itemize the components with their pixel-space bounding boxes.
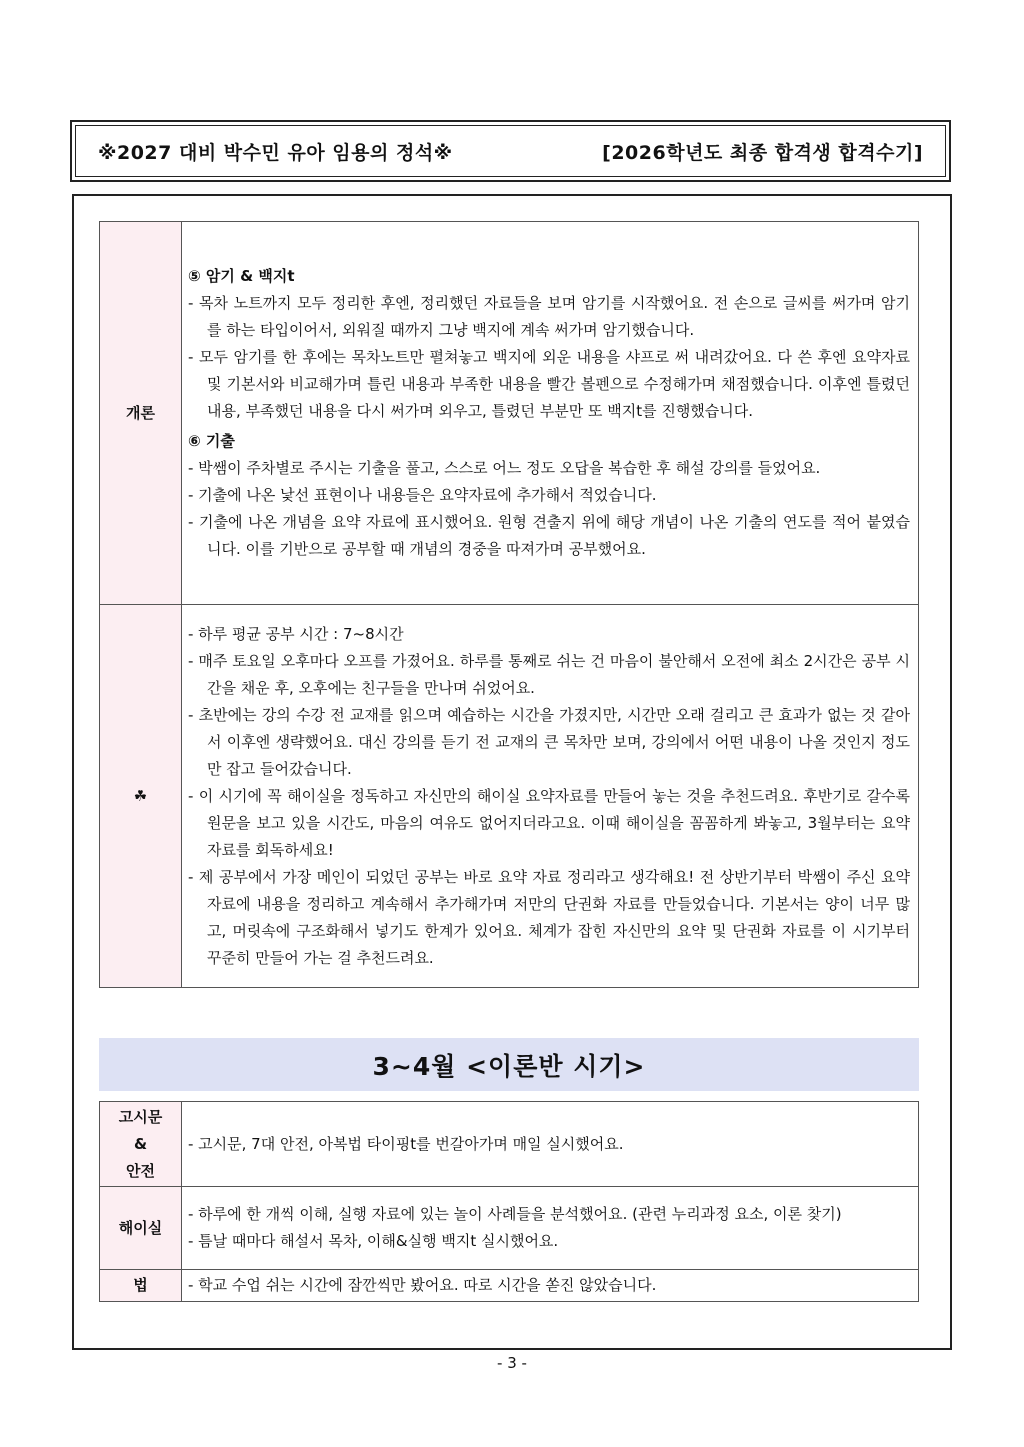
row-content-tips [182,605,919,988]
list-item: - 제 공부에서 가장 메인이 되었던 공부는 바로 요약 자료 정리라고 생각해요! 전 상반기부터 박쌤이 주신 요약 자료에 내용을 정리하고 계속해서 추가해가며 저만의 단권화 자료를 만들었습니다. 기본서는 양이 너무 많고, 머릿속에 구조화해서 넣기도 한계가 있어요. 체계가 잡힌 자신만의 요약 및 단권화 자료를 이 시기부터 꾸준히 만들어 가는 걸 추천드려요. [188,867,910,967]
list-item: - 이 시기에 꼭 해이실을 정독하고 자신만의 해이실 요약자료를 만들어 놓는 것을 추천드려요. 후반기로 갈수록 원문을 보고 있을 시간도, 마음의 여유도 없어지더라고요. 이때 해이실을 꼼꼼하게 봐놓고, 3월부터는 요약자료를 회독하세요! [188,786,910,859]
list-item: - 초반에는 강의 수강 전 교재를 읽으며 예습하는 시간을 가졌지만, 시간만 오래 걸리고 큰 효과가 없는 것 같아서 이후엔 생략했어요. 대신 강의를 듣기 전 교재의 큰 목차만 보며, 강의에서 어떤 내용이 나올 것인지 정도만 잡고 들어갔습니다. [188,705,910,778]
row-label-curriculum-safety [100,1102,182,1187]
table-row [100,222,919,605]
header-inner [75,125,946,177]
row-label-guidebook: 해이실 [100,1187,182,1270]
page-number: - 3 - [497,1354,527,1372]
table-row [100,1270,919,1302]
table-row [100,1102,919,1187]
list-item: - 매주 토요일 오후마다 오프를 가졌어요. 하루를 통째로 쉬는 건 마음이 불안해서 오전에 최소 2시간은 공부 시간을 채운 후, 오후에는 친구들을 만나며 쉬었어요. [188,651,910,697]
list-item: - 기출에 나온 개념을 요약 자료에 표시했어요. 원형 견출지 위에 해당 개념이 나온 기출의 연도를 적어 붙였습니다. 이를 기반으로 공부할 때 개념의 경중을 따져가며 공부했어요. [188,513,910,558]
list-item: - 틈날 때마다 해설서 목차, 이해&실행 백지t 실시했어요. [188,1232,559,1250]
document-header [70,120,951,182]
period-table [99,1101,919,1302]
list-item: - 모두 암기를 한 후에는 목차노트만 펼쳐놓고 백지에 외운 내용을 샤프로 써 내려갔어요. 다 쓴 후엔 요약자료 및 기본서와 비교해가며 틀린 내용과 부족한 내용을 빨간 볼펜으로 수정해가며 채점했습니다. 이후엔 틀렸던 내용, 부족했던 내용을 다시 써가며 외우고, 틀렸던 부분만 또 백지t를 진행했습니다. [188,348,910,420]
list-item: - 하루에 한 개씩 이해, 실행 자료에 있는 놀이 사례들을 분석했어요. (관련 누리과정 요소, 이론 찾기) [188,1205,842,1223]
list-item: - 학교 수업 쉬는 시간에 잠깐씩만 봤어요. 따로 시간을 쏟진 않았습니다. [188,1276,657,1294]
header-left-title: ※2027 대비 박수민 유아 임용의 정석※ [98,141,453,164]
header-right-title: [2026학년도 최종 합격생 합격수기] [602,141,923,164]
section-band-title: 3~4월 <이론반 시기> [99,1038,919,1091]
table-row [100,605,919,988]
label-line: 안전 [126,1161,155,1180]
label-line: & [133,1134,148,1153]
row-content-theory [182,222,919,605]
row-content-law [182,1270,919,1302]
list-item: - 고시문, 7대 안전, 아복법 타이핑t를 번갈아가며 매일 실시했어요. [188,1134,624,1153]
list-item: - 목차 노트까지 모두 정리한 후엔, 정리했던 자료들을 보며 암기를 시작했어요. 전 손으로 글씨를 써가며 암기를 하는 타입이어서, 외워질 때까지 그냥 백지에 계속 써가며 암기했습니다. [188,294,910,339]
list-item: - 기출에 나온 낯선 표현이나 내용들은 요약자료에 추가해서 적었습니다. [188,486,657,504]
table-row [100,1187,919,1270]
subhead-memorize: ⑤ 암기 & 백지t [188,267,295,285]
study-method-table [99,221,919,988]
subhead-past-exams: ⑥ 기출 [188,432,235,450]
row-content-curriculum-safety [182,1102,919,1187]
label-line: 고시문 [118,1107,163,1126]
row-label-clover: ☘ [100,605,182,988]
row-content-guidebook [182,1187,919,1270]
list-item: - 박쌤이 주차별로 주시는 기출을 풀고, 스스로 어느 정도 오답을 복습한 후 해설 강의를 들었어요. [188,459,821,477]
row-label-theory: 개론 [100,222,182,605]
row-label-law: 법 [100,1270,182,1302]
list-item: - 하루 평균 공부 시간 : 7~8시간 [188,624,404,643]
